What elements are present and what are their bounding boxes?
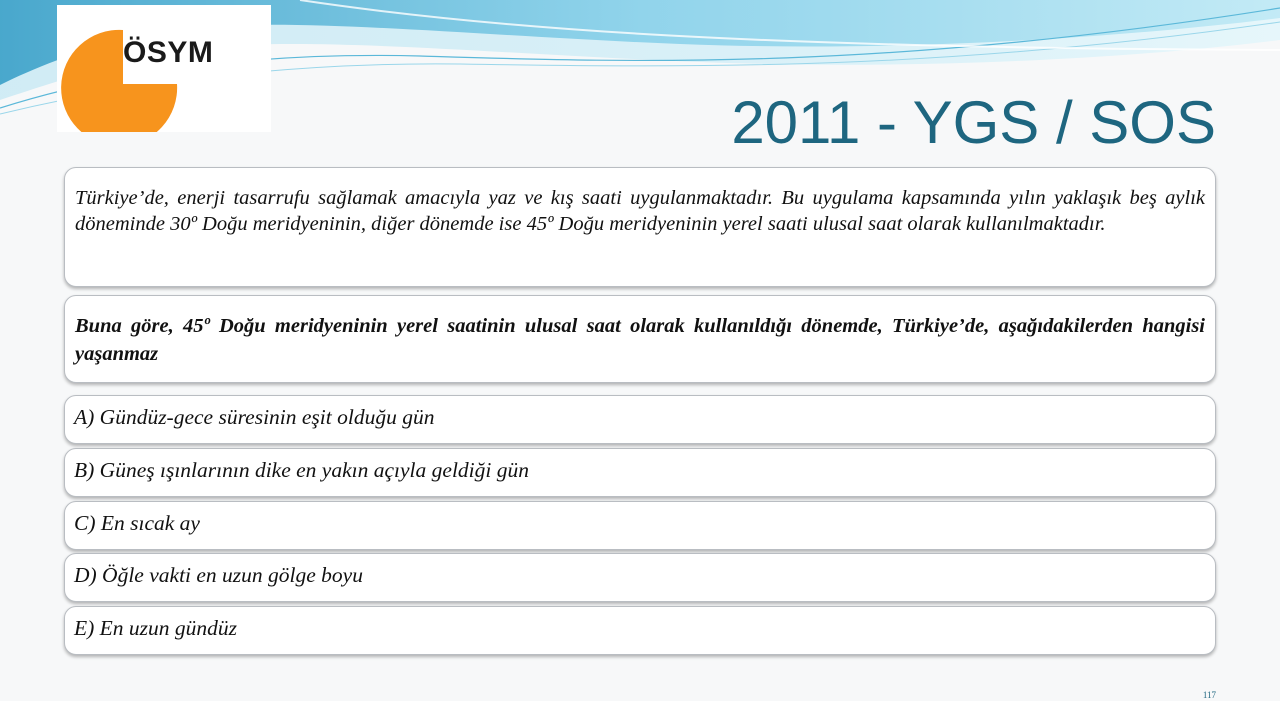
question-prompt-box: [64, 295, 1216, 383]
option-a[interactable]: [64, 395, 1216, 444]
option-e[interactable]: [64, 606, 1216, 655]
option-a-text: A) Gündüz-gece süresinin eşit olduğu gün: [74, 405, 435, 429]
slide-title: 2011 - YGS / SOS: [731, 89, 1216, 156]
question-stem-box: [64, 167, 1216, 287]
option-d-text: D) Öğle vakti en uzun gölge boyu: [74, 563, 363, 587]
option-e-text: E) En uzun gündüz: [74, 616, 238, 640]
option-b[interactable]: [64, 448, 1216, 497]
option-c-text: C) En sıcak ay: [74, 511, 200, 535]
page-number: 117: [1202, 690, 1216, 700]
option-c[interactable]: [64, 501, 1216, 550]
question-prompt-text: Buna göre, 45º Doğu meridyeninin yerel saatinin ulusal saat olarak kullanıldığı dönemde, Türkiye’de, aşağıdakilerden hangisi yaşanmaz: [75, 315, 1205, 365]
logo-text: ÖSYM: [123, 36, 214, 69]
option-d[interactable]: [64, 553, 1216, 602]
option-b-text: B) Güneş ışınlarının dike en yakın açıyla geldiği gün: [74, 458, 529, 482]
osym-logo: [57, 5, 271, 132]
question-stem-text: Türkiye’de, enerji tasarrufu sağlamak amacıyla yaz ve kış saati uygulanmaktadır. Bu uygulama kapsamında yılın yaklaşık beş aylık döneminde 30º Doğu meridyeninin, diğer dönemde ise 45º Doğu meridyeninin yerel saati ulusal saat olarak kullanılmaktadır.: [75, 187, 1205, 235]
